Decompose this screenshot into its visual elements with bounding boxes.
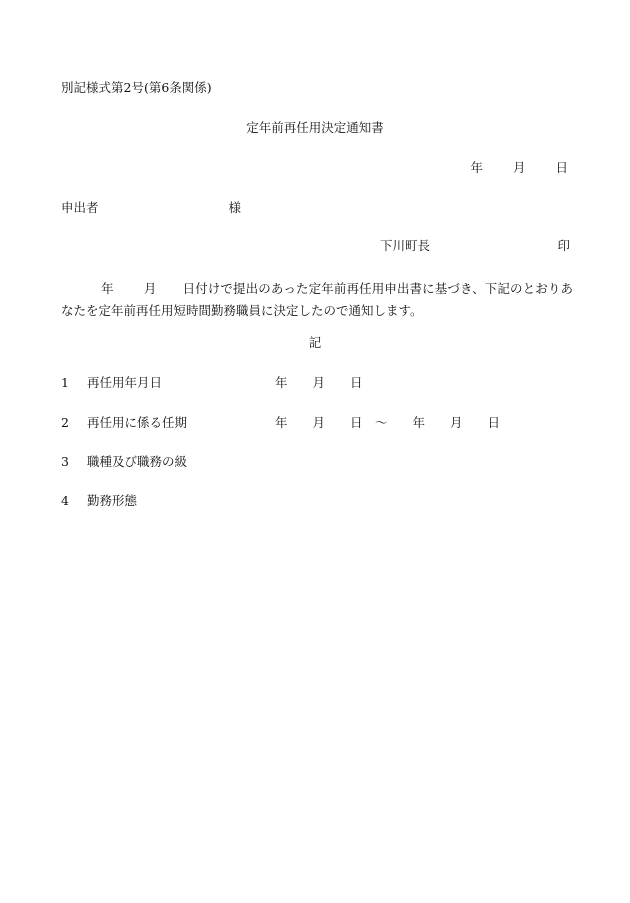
issuer-line [380, 240, 570, 253]
item-label: 勤務形態 [87, 493, 138, 508]
ki-heading: 記 [308, 335, 322, 350]
addressee-honorific: 様 [228, 200, 241, 215]
document-title: 定年前再任用決定通知書 [246, 120, 384, 135]
body-year: 年 [101, 281, 114, 296]
item-number: 1 [61, 375, 69, 390]
body-month: 月 [143, 281, 157, 296]
addressee-line [61, 202, 241, 215]
notice-body [61, 278, 573, 322]
date-line [470, 162, 568, 175]
addressee-label: 申出者 [61, 200, 99, 215]
item-value: 年 月 日 [275, 375, 363, 390]
item-row [61, 495, 137, 508]
issuer-name: 下川町長 [380, 238, 431, 253]
item-value: 年 月 日 ～ 年 月 日 [275, 415, 501, 430]
date-month: 月 [512, 160, 526, 175]
date-year: 年 [470, 160, 483, 175]
item-number: 2 [61, 415, 69, 430]
item-row [61, 377, 363, 390]
item-number: 4 [61, 493, 69, 508]
issuer-seal: 印 [557, 238, 570, 253]
item-row [61, 456, 187, 469]
body-text: 日付けで提出のあった定年前再任用申出書に基づき、下記のとおりあなたを定年前再任用短時間勤務職員に決定したので通知します。 [61, 281, 573, 318]
item-label: 職種及び職務の級 [87, 454, 188, 469]
date-day: 日 [555, 160, 568, 175]
item-label: 再任用年月日 [87, 375, 163, 390]
item-row [61, 417, 500, 430]
item-number: 3 [61, 454, 69, 469]
item-label: 再任用に係る任期 [87, 415, 188, 430]
form-id: 別記様式第2号(第6条関係) [61, 80, 212, 95]
